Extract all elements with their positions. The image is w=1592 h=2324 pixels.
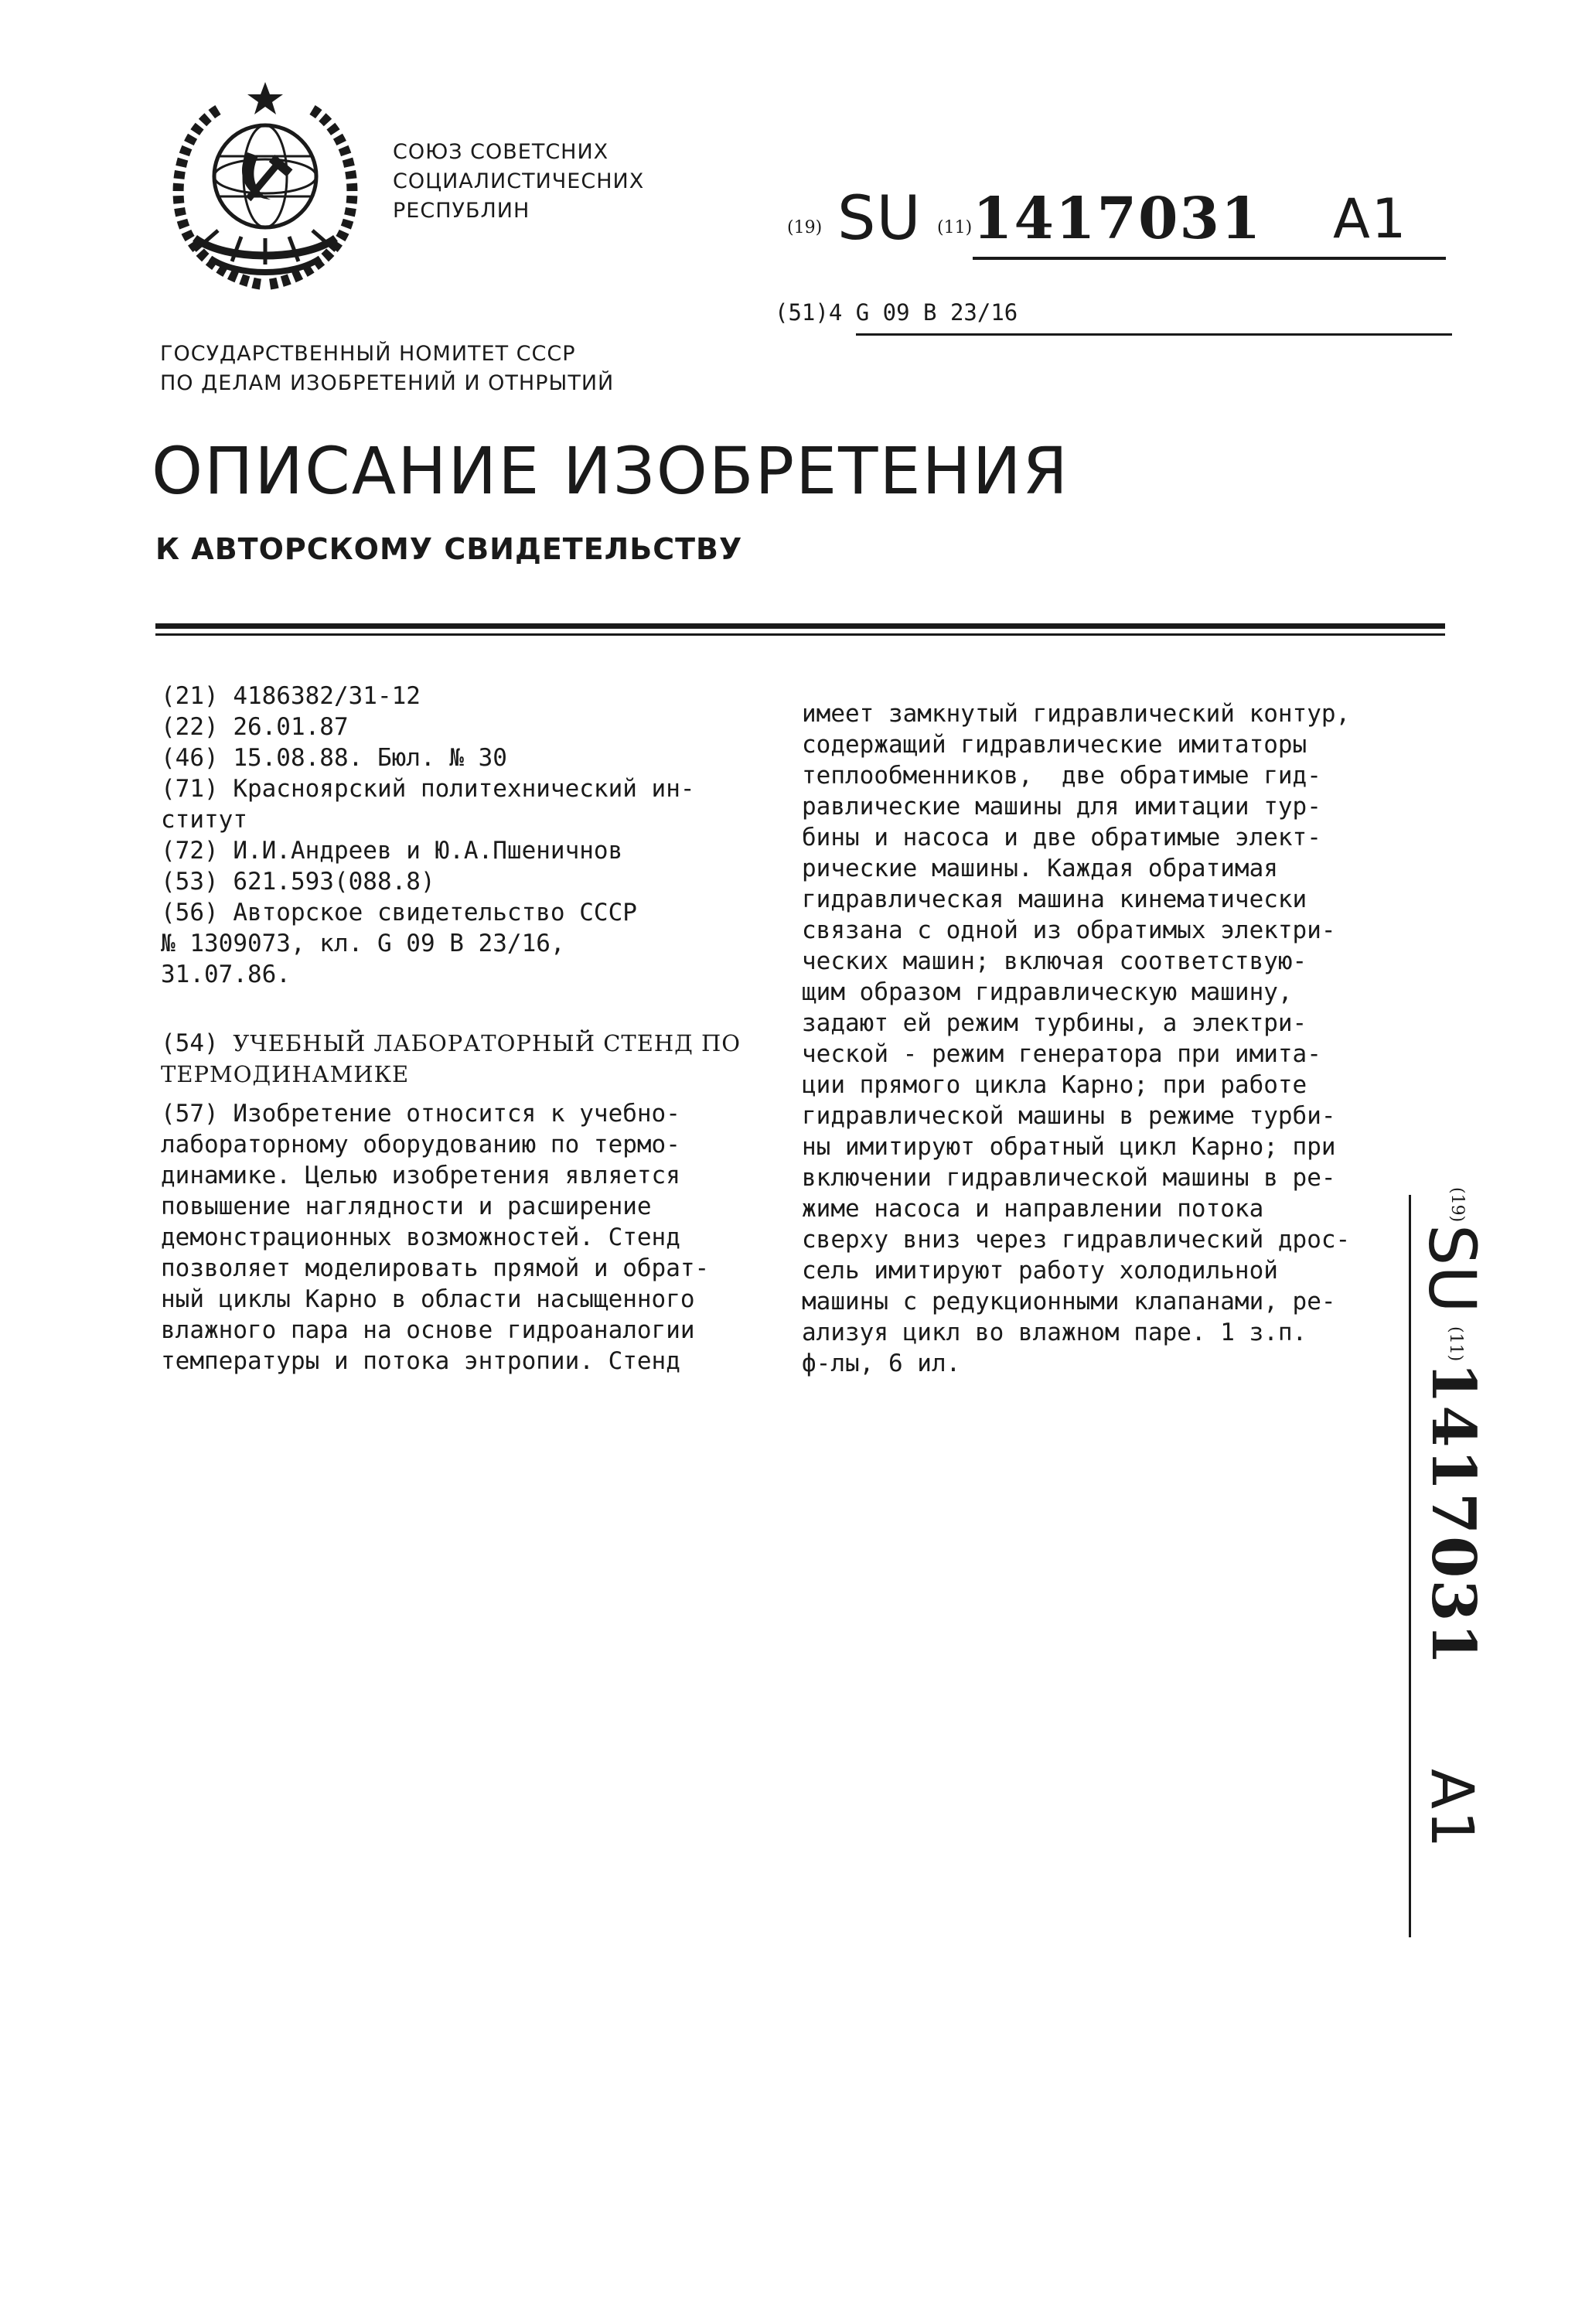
bib-line: (53) 621.593(088.8) — [161, 868, 435, 896]
bib-line: (22) 26.01.87 — [161, 713, 349, 741]
abstract-line: ализуя цикл во влажном паре. 1 з.п. — [802, 1319, 1307, 1346]
patent-number: 1417031 — [973, 186, 1263, 252]
union-name — [393, 138, 644, 226]
invention-title-line: ТЕРМОДИНАМИКЕ — [161, 1061, 410, 1087]
abstract-column-right — [802, 698, 1428, 1379]
country-code: SU — [837, 184, 922, 254]
abstract-line: повышение наглядности и расширение — [161, 1193, 652, 1220]
bib-line: (46) 15.08.88. Бюл. № 30 — [161, 744, 507, 772]
committee-name-line: ПО ДЕЛАМ ИЗОБРЕТЕНИЙ И ОТНРЫТИЙ — [160, 371, 615, 395]
abstract-line: включении гидравлической машины в ре- — [802, 1164, 1336, 1192]
vertical-patent-number — [1401, 1187, 1502, 2324]
abstract-line: температуры и потока энтропии. Стенд — [161, 1347, 680, 1375]
invention-title-entry — [161, 1028, 772, 1090]
patent-number-rule — [973, 257, 1446, 260]
abstract-line: гидравлическая машина кинематически — [802, 886, 1307, 913]
bib-line: 31.07.86. — [161, 961, 291, 988]
abstract-line: сель имитируют работу холодильной — [802, 1257, 1278, 1285]
ipc-classification — [775, 299, 1452, 346]
abstract-line: ный циклы Карно в области насыщенного — [161, 1285, 695, 1313]
abstract-line: ции прямого цикла Карно; при работе — [802, 1071, 1307, 1099]
abstract-line: жиме насоса и направлении потока — [802, 1195, 1264, 1223]
abstract-line: связана с одной из обратимых электри- — [802, 916, 1336, 944]
abstract-line: содержащий гидравлические имитаторы — [802, 731, 1307, 759]
abstract-line: гидравлической машины в режиме турби- — [802, 1102, 1336, 1130]
abstract-line: сверху вниз через гидравлический дрос- — [802, 1226, 1351, 1254]
vertical-kind-code: A1 — [1418, 1769, 1487, 1850]
abstract-line: ческой - режим генератора при имита- — [802, 1040, 1321, 1068]
abstract-line: щим образом гидравлическую машину, — [802, 978, 1293, 1006]
committee-name — [160, 340, 614, 398]
vertical-code-11-label: (11) — [1446, 1326, 1465, 1362]
bib-line: (21) 4186382/31-12 — [161, 682, 421, 710]
abstract-line: задают ей режим турбины, а электри- — [802, 1009, 1307, 1037]
code-19-label: (19) — [787, 218, 823, 237]
patent-number-block — [787, 179, 1446, 264]
abstract-line: ческих машин; включая соответствую- — [802, 947, 1307, 975]
union-name-line: СОЮЗ СОВЕТСНИХ — [393, 140, 609, 164]
abstract-line: бины и насоса и две обратимые элект- — [802, 824, 1321, 851]
invention-title-line: УЧЕБНЫЙ ЛАБОРАТОРНЫЙ СТЕНД ПО — [233, 1030, 741, 1056]
abstract-line: лабораторному оборудованию по термо- — [161, 1131, 680, 1159]
abstract-line: машины с редукционными клапанами, ре- — [802, 1288, 1336, 1316]
bib-line: (56) Авторское свидетельство СССР — [161, 899, 637, 927]
bibliographic-data — [161, 681, 772, 990]
bib-line: (72) И.И.Андреев и Ю.А.Пшеничнов — [161, 837, 623, 865]
abstract-line: демонстрационных возможностей. Стенд — [161, 1223, 680, 1251]
document-subtitle: К АВТОРСКОМУ СВИДЕТЕЛЬСТВУ — [155, 532, 743, 566]
union-name-line: РЕСПУБЛИН — [393, 199, 530, 223]
ipc-rule — [856, 333, 1452, 336]
bib-line: № 1309073, кл. G 09 B 23/16, — [161, 930, 565, 957]
abstract-line: имеет замкнутый гидравлический контур, — [802, 700, 1351, 728]
kind-code: A1 — [1333, 187, 1408, 251]
committee-name-line: ГОСУДАРСТВЕННЫЙ НОМИТЕТ СССР — [160, 342, 576, 366]
vertical-country-code: SU — [1414, 1224, 1490, 1313]
item-54-code: (54) — [161, 1029, 219, 1057]
union-name-line: СОЦИАЛИСТИЧЕСНИХ — [393, 169, 645, 193]
abstract-line: ны имитируют обратный цикл Карно; при — [802, 1133, 1336, 1161]
abstract-line: теплообменников, две обратимые гид- — [802, 762, 1321, 790]
title-double-rule — [155, 623, 1445, 636]
abstract-line: динамике. Целью изобретения является — [161, 1162, 680, 1189]
abstract-line: ф-лы, 6 ил. — [802, 1350, 961, 1377]
ipc-text: (51)4 G 09 B 23/16 — [775, 299, 1018, 326]
abstract-line: равлические машины для имитации тур- — [802, 793, 1321, 821]
vertical-code-19-label: (19) — [1447, 1187, 1467, 1223]
ussr-state-emblem — [164, 79, 366, 297]
abstract-line: влажного пара на основе гидроаналогии — [161, 1316, 695, 1344]
document-title: ОПИСАНИЕ ИЗОБРЕТЕНИЯ — [152, 433, 1069, 509]
code-11-label: (11) — [937, 218, 973, 237]
abstract-line: позволяет моделировать прямой и обрат- — [161, 1254, 710, 1282]
bib-line: ститут — [161, 806, 247, 834]
abstract-line: (57) Изобретение относится к учебно- — [161, 1100, 680, 1128]
abstract-column-left — [161, 1098, 772, 1377]
vertical-code-rule — [1409, 1195, 1411, 1937]
abstract-line: рические машины. Каждая обратимая — [802, 855, 1278, 882]
vertical-patent-number-text: 1417031 — [1418, 1362, 1488, 1667]
bib-line: (71) Красноярский политехнический ин- — [161, 775, 695, 803]
